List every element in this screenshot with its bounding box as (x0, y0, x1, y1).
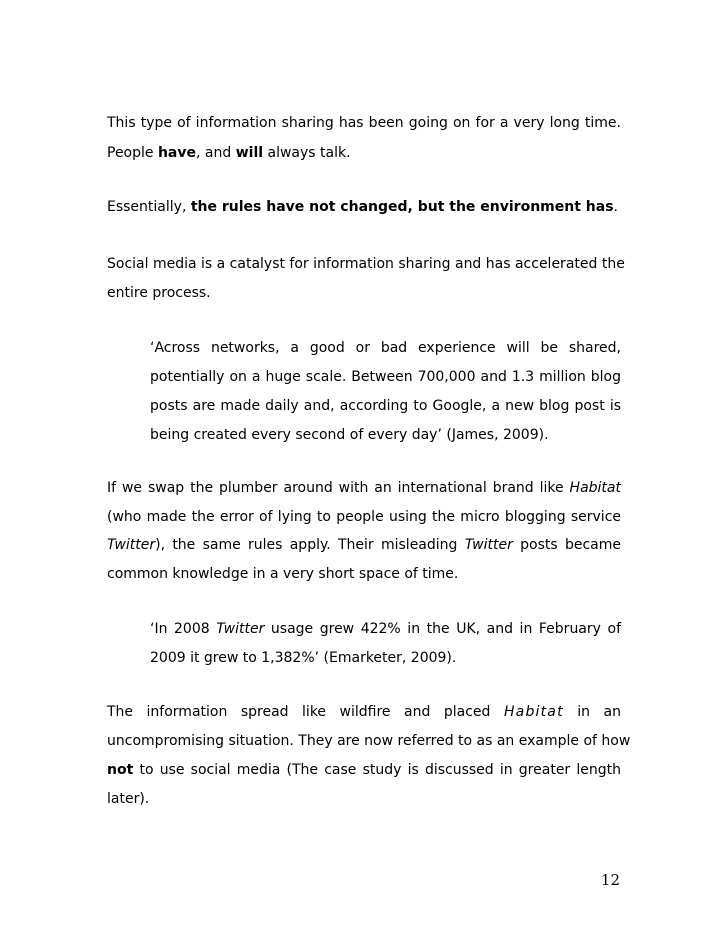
paragraph-line (107, 789, 621, 809)
paragraph-line (107, 197, 621, 217)
quote-line (150, 396, 621, 416)
quote-line (150, 367, 621, 387)
text: ), the same rules apply. Their misleading (155, 537, 465, 553)
bold-text: the rules have not changed, but the environment has (190, 199, 614, 215)
bold-text: will (235, 145, 264, 161)
text: (who made the error of lying to people using the micro blogging service (107, 509, 621, 525)
italic-text: Twitter (216, 621, 265, 637)
paragraph-line (107, 478, 621, 498)
text: People (107, 145, 158, 161)
text: Social media is a catalyst for information sharing and has accelerated the (107, 256, 625, 272)
text: entire process. (107, 285, 211, 301)
text: . (613, 199, 618, 215)
text: posts became (512, 537, 621, 553)
paragraph-line (107, 731, 631, 751)
paragraph-line (107, 507, 621, 527)
text: later). (107, 791, 150, 807)
italic-text: Habitat (569, 480, 621, 496)
paragraph-line (107, 113, 621, 133)
text: This type of information sharing has been going on for a very long time. (107, 115, 621, 131)
paragraph-line (107, 143, 621, 163)
text: ‘Across networks, a good or bad experience will be shared, (150, 340, 621, 356)
text: , and (196, 145, 236, 161)
paragraph-line (107, 564, 621, 584)
text: usage grew 422% in the UK, and in February of (264, 621, 621, 637)
page-number: 12 (600, 871, 620, 889)
paragraph-line (107, 283, 621, 303)
quote-line (150, 648, 621, 668)
text: Essentially, (107, 199, 191, 215)
quote-line (150, 619, 621, 639)
text: always talk. (263, 145, 351, 161)
text: If we swap the plumber around with an international brand like (107, 480, 570, 496)
paragraph-line (107, 535, 621, 555)
text: in an (563, 704, 621, 720)
text: 2009 it grew to 1,382%’ (Emarketer, 2009). (150, 650, 457, 666)
quote-line (150, 338, 621, 358)
text: posts are made daily and, according to Google, a new blog post is (150, 398, 621, 414)
text: potentially on a huge scale. Between 700,000 and 1.3 million blog (150, 369, 621, 385)
italic-text: Habitat (503, 704, 564, 720)
quote-line (150, 425, 621, 445)
text: uncompromising situation. They are now referred to as an example of how (107, 733, 631, 749)
italic-text: Twitter (464, 537, 513, 553)
paragraph-line (107, 702, 621, 722)
paragraph-line (107, 760, 621, 780)
text: being created every second of every day’ (James, 2009). (150, 427, 549, 443)
text: The information spread like wildfire and placed (107, 704, 504, 720)
paragraph-line (107, 254, 625, 274)
bold-text: have (157, 145, 197, 161)
italic-text: Twitter (107, 537, 156, 553)
text: to use social media (The case study is discussed in greater length (133, 762, 621, 778)
text: ‘In 2008 (150, 621, 217, 637)
text: common knowledge in a very short space of time. (107, 566, 459, 582)
bold-text: not (107, 762, 134, 778)
